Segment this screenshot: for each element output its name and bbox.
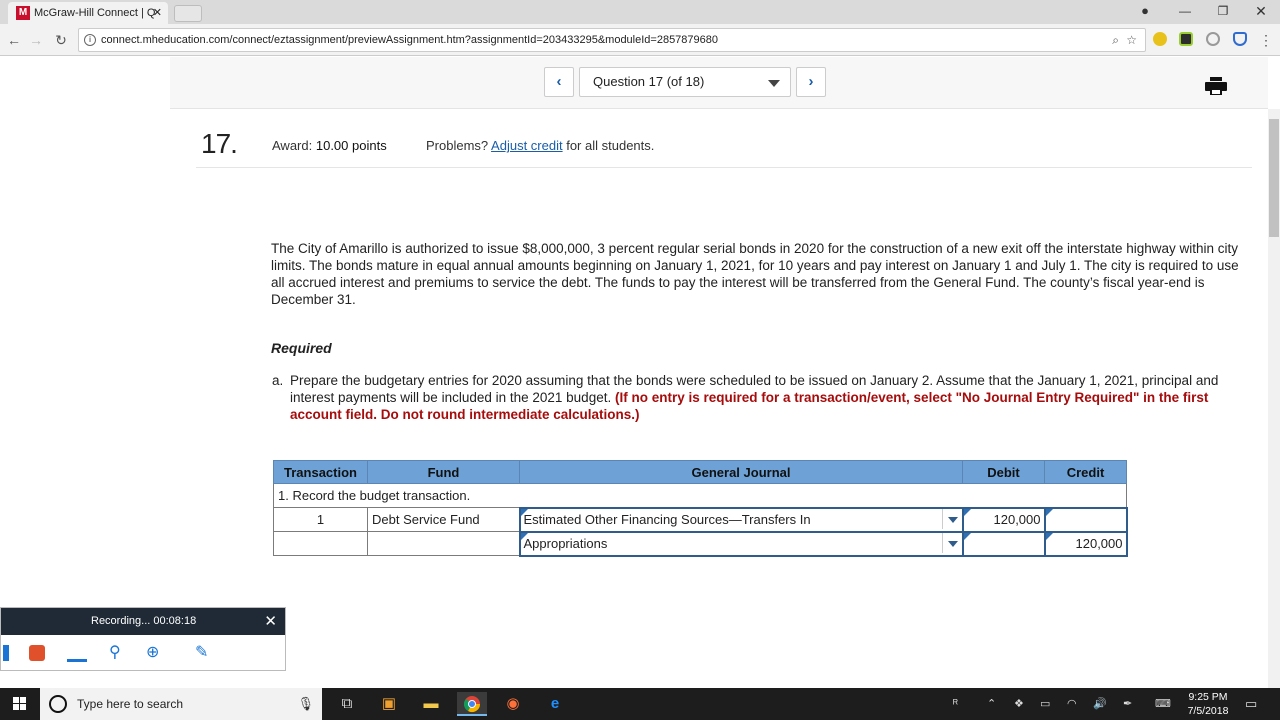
award-label: Award: xyxy=(272,138,313,153)
mcgraw-hill-favicon-icon: M xyxy=(16,6,30,20)
section-label: 1. Record the budget transaction. xyxy=(274,484,1127,508)
keyboard-icon[interactable]: ⌨ xyxy=(1155,698,1171,710)
people-icon[interactable]: ᴿ xyxy=(953,698,958,710)
credit-value: 120,000 xyxy=(1075,535,1123,551)
window-close-icon[interactable]: ✕ xyxy=(1255,3,1267,19)
chrome-icon[interactable] xyxy=(457,692,487,716)
edge-icon[interactable]: e xyxy=(550,695,560,712)
next-question-button[interactable]: › xyxy=(796,67,826,97)
scrollbar[interactable] xyxy=(1268,109,1280,688)
back-icon[interactable]: ← xyxy=(7,32,21,48)
store-icon[interactable]: ▣ xyxy=(381,695,397,712)
recorder-status: Recording... 00:08:18 xyxy=(91,615,197,627)
transaction-cell: 1 xyxy=(274,508,368,532)
section-row xyxy=(274,484,1127,508)
transaction-cell xyxy=(274,532,368,556)
file-explorer-icon[interactable]: ▬ xyxy=(423,695,439,712)
clock-date: 7/5/2018 xyxy=(1187,705,1229,717)
chevron-down-icon xyxy=(768,80,780,87)
fund-cell: Debt Service Fund xyxy=(368,508,520,532)
scrollbar-thumb[interactable] xyxy=(1269,119,1279,237)
zoom-icon[interactable]: ⌕ xyxy=(1112,33,1119,47)
chevron-up-icon[interactable]: ⌃ xyxy=(987,698,997,710)
chevron-down-icon[interactable] xyxy=(942,533,962,553)
notification-icon[interactable]: ▭ xyxy=(1245,696,1258,711)
problems-info xyxy=(426,138,654,153)
tab-title: McGraw-Hill Connect | Q xyxy=(34,7,156,19)
debit-input[interactable] xyxy=(963,508,1045,532)
part-a-label: a. xyxy=(272,373,284,388)
cortana-icon xyxy=(49,695,67,713)
restore-icon[interactable]: ❐ xyxy=(1217,4,1229,18)
cell-marker-icon xyxy=(964,509,971,516)
journal-header-row xyxy=(274,461,1127,484)
col-transaction: Transaction xyxy=(274,461,368,484)
award-info xyxy=(272,138,387,153)
page-content xyxy=(0,57,1280,688)
menu-icon[interactable]: ⋮ xyxy=(1259,32,1273,48)
windows-taskbar xyxy=(0,688,1280,720)
table-row xyxy=(274,532,1127,556)
tab-close-icon[interactable]: ✕ xyxy=(152,7,162,19)
col-fund: Fund xyxy=(368,461,520,484)
firefox-icon[interactable]: ◉ xyxy=(506,695,520,712)
required-heading: Required xyxy=(271,340,332,356)
table-row xyxy=(274,508,1127,532)
zoom-in-icon[interactable]: ⊕ xyxy=(146,644,160,661)
cell-marker-icon xyxy=(964,533,971,540)
volume-icon[interactable]: 🔊 xyxy=(1093,698,1107,710)
question-select[interactable] xyxy=(579,67,791,97)
dropbox-icon[interactable]: ❖ xyxy=(1014,698,1024,710)
chevron-down-icon[interactable] xyxy=(942,509,962,529)
cell-marker-icon xyxy=(1046,533,1053,540)
chrome-logo-icon xyxy=(463,695,481,713)
recorder-close-icon[interactable]: ✕ xyxy=(264,613,277,630)
col-credit: Credit xyxy=(1045,461,1127,484)
account-value: Appropriations xyxy=(523,535,608,551)
system-clock[interactable] xyxy=(1182,690,1234,718)
part-a-instruction: (If no entry is required for a transaction/event, select "No Journal Entry Required" in the first account field. Do not round intermediate calculations.) xyxy=(290,390,1209,422)
windows-start-icon[interactable] xyxy=(0,688,40,720)
bookmark-star-icon[interactable]: ☆ xyxy=(1126,33,1137,47)
problems-suffix: for all students. xyxy=(566,138,655,153)
problems-prefix: Problems? xyxy=(426,138,489,153)
task-view-icon[interactable]: ⧉ xyxy=(341,695,353,712)
recorder-titlebar xyxy=(1,608,285,635)
reload-icon[interactable]: ↻ xyxy=(55,32,67,48)
microphone-icon[interactable]: 🎙 xyxy=(297,696,314,711)
journal-table xyxy=(273,460,1128,557)
battery-icon[interactable]: ▭ xyxy=(1040,698,1051,710)
print-icon[interactable] xyxy=(1205,77,1227,95)
part-a xyxy=(272,372,1228,423)
pencil-icon[interactable]: ✎ xyxy=(195,644,209,661)
account-value: Estimated Other Financing Sources—Transfers In xyxy=(523,511,811,527)
credit-input[interactable] xyxy=(1045,508,1127,532)
question-number: 17. xyxy=(201,128,237,159)
divider xyxy=(196,167,1252,168)
cell-marker-icon xyxy=(1046,509,1053,516)
stop-icon[interactable] xyxy=(29,645,45,661)
pen-icon[interactable]: ✒ xyxy=(1123,698,1133,710)
debit-input[interactable] xyxy=(963,532,1045,556)
browser-tab-bar xyxy=(0,0,1280,24)
webcam-icon[interactable]: ⚲ xyxy=(109,644,121,661)
site-info-icon[interactable]: i xyxy=(84,34,96,46)
profile-icon[interactable]: ● xyxy=(1141,3,1149,18)
fund-cell xyxy=(368,532,520,556)
browser-tab[interactable] xyxy=(8,2,168,24)
adjust-credit-link[interactable]: Adjust credit xyxy=(491,138,563,153)
debit-value: 120,000 xyxy=(993,511,1041,527)
recorder-panel xyxy=(0,607,286,671)
cell-marker-icon xyxy=(521,509,528,516)
col-general-journal: General Journal xyxy=(520,461,963,484)
minimize-icon[interactable]: — xyxy=(1179,4,1191,18)
col-debit: Debit xyxy=(963,461,1045,484)
address-bar-row xyxy=(0,24,1280,56)
extension-icon[interactable] xyxy=(1206,32,1220,46)
award-value: 10.00 points xyxy=(315,138,387,153)
url-text: connect.mheducation.com/connect/eztassignment/previewAssignment.htm?assignmentId=203433295&moduleId=2857879680 xyxy=(101,34,719,46)
prev-question-button[interactable]: ‹ xyxy=(544,67,574,97)
audio-level-icon xyxy=(67,659,87,662)
extension-icon[interactable] xyxy=(1153,32,1167,46)
extension-icon[interactable] xyxy=(1179,32,1193,46)
forward-icon[interactable]: → xyxy=(29,32,43,48)
url-bar[interactable] xyxy=(78,28,1146,52)
pause-icon[interactable] xyxy=(3,645,9,661)
wifi-icon[interactable]: ◠ xyxy=(1067,698,1077,710)
part-a-text: Prepare the budgetary entries for 2020 assuming that the bonds were scheduled to be issued on January 2. Assume that the January 1, 2021, principal and interest payments will be included in the 2021 budget. xyxy=(290,373,1219,405)
cell-marker-icon xyxy=(521,533,528,540)
new-tab-button[interactable] xyxy=(174,5,202,22)
question-select-label: Question 17 (of 18) xyxy=(593,74,705,89)
taskbar-search[interactable] xyxy=(40,688,322,720)
credit-input[interactable] xyxy=(1045,532,1127,556)
account-select[interactable] xyxy=(520,508,963,532)
shield-icon[interactable] xyxy=(1233,32,1247,46)
account-select[interactable] xyxy=(520,532,963,556)
search-placeholder: Type here to search xyxy=(77,697,184,711)
clock-time: 9:25 PM xyxy=(1188,691,1228,703)
problem-text: The City of Amarillo is authorized to issue $8,000,000, 3 percent regular serial bonds in 2020 for the construction of a new exit off the interstate highway within city limits. The bonds mature in equal annual amounts beginning on January 1, 2021, for 10 years and pay interest on January 1 and July 1. The city is required to use all accrued interest and premiums to service the debt. The funds to pay the interest will be transferred from the General Fund. The county’s fiscal year-end is December 31. xyxy=(271,241,1239,307)
